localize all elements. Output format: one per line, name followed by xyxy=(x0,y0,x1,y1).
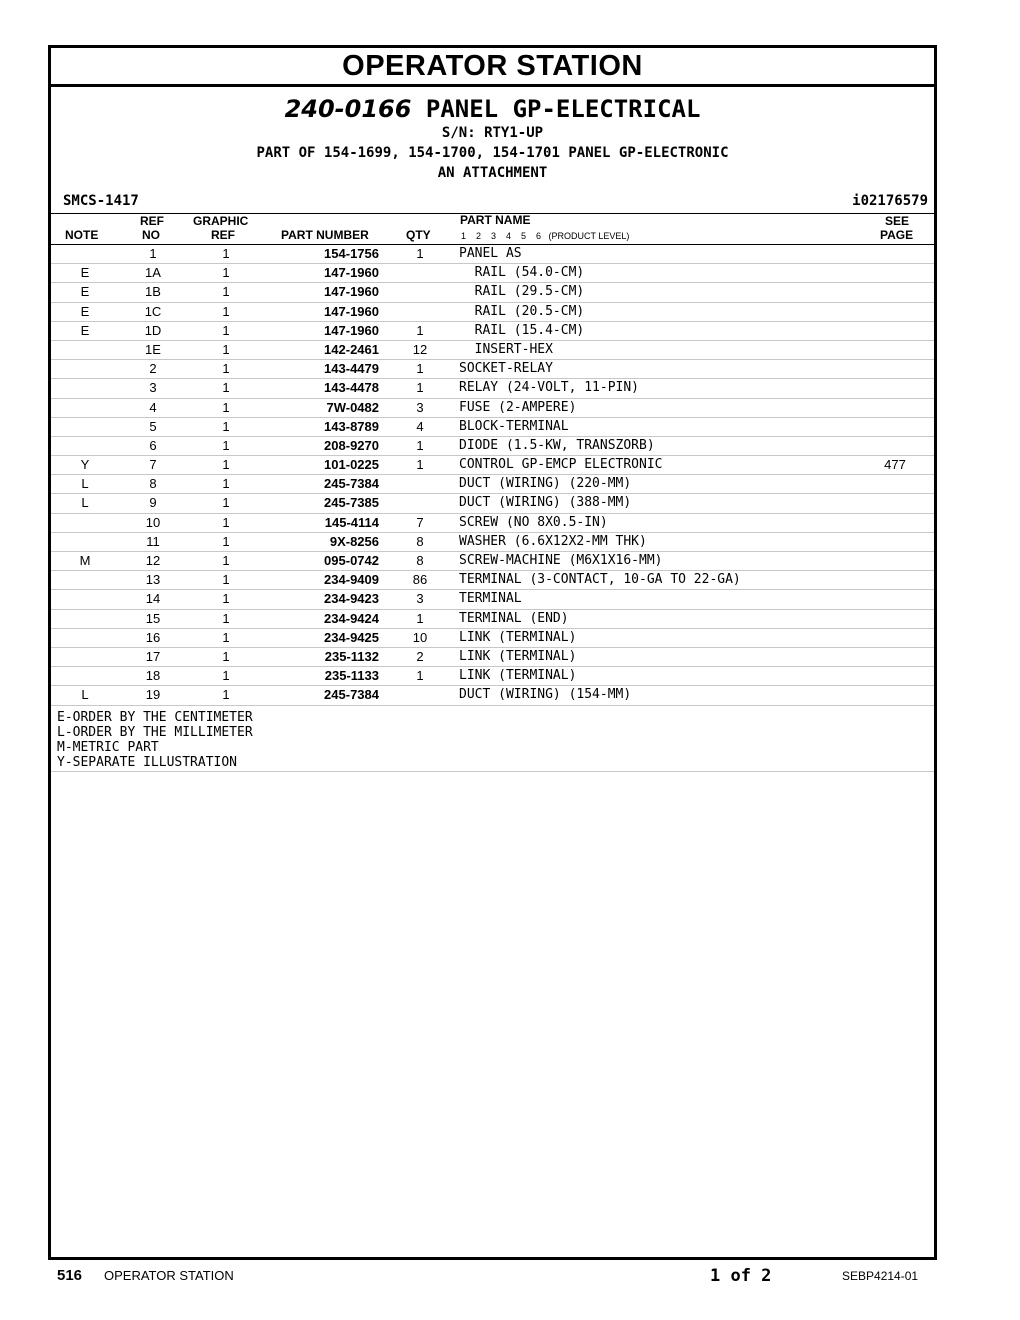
part-number-cell: 147-1960 xyxy=(324,265,379,281)
part-name-cell: LINK (TERMINAL) xyxy=(459,629,577,645)
note-cell: E xyxy=(80,303,90,319)
table-row xyxy=(51,648,934,667)
part-name-cell: DUCT (WIRING) (154-MM) xyxy=(459,687,632,703)
part-of-line: PART OF 154-1699, 154-1700, 154-1701 PANEL GP-ELECTRONIC xyxy=(256,145,729,161)
col-ref-bottom: NO xyxy=(142,228,160,242)
ref-no-cell: 1B xyxy=(145,284,161,300)
qty-cell: 1 xyxy=(416,322,424,338)
part-name-cell: DUCT (WIRING) (220-MM) xyxy=(459,476,632,492)
graphic-ref-cell: 1 xyxy=(222,361,230,377)
col-graphic-top: GRAPHIC xyxy=(193,214,249,228)
graphic-ref-cell: 1 xyxy=(222,457,230,473)
qty-cell: 8 xyxy=(416,533,424,549)
note-cell: L xyxy=(81,687,89,703)
graphic-ref-cell: 1 xyxy=(222,399,230,415)
qty-cell: 1 xyxy=(416,380,424,396)
ref-no-cell: 9 xyxy=(149,495,157,511)
parts-table-body xyxy=(51,245,934,706)
graphic-ref-cell: 1 xyxy=(222,246,230,261)
part-name-cell: TERMINAL (END) xyxy=(459,610,569,626)
table-row xyxy=(51,322,934,341)
graphic-ref-cell: 1 xyxy=(222,648,230,664)
col-see-top: SEE xyxy=(885,214,910,228)
col-product-level: 1 2 3 4 5 6 (PRODUCT LEVEL) xyxy=(461,231,630,241)
part-number-cell: 234-9425 xyxy=(324,629,379,645)
part-number-cell: 245-7384 xyxy=(324,476,379,492)
note-cell: Y xyxy=(80,457,90,473)
section-title: OPERATOR STATION xyxy=(51,48,934,87)
table-row xyxy=(51,418,934,437)
part-name-cell: DUCT (WIRING) (388-MM) xyxy=(459,495,632,511)
qty-cell: 1 xyxy=(416,457,424,473)
graphic-ref-cell: 1 xyxy=(222,303,230,319)
part-number-cell: 145-4114 xyxy=(324,514,379,530)
ref-no-cell: 1D xyxy=(144,322,162,338)
table-header xyxy=(51,213,934,245)
table-row xyxy=(51,571,934,590)
table-row xyxy=(51,667,934,686)
part-number-cell: 208-9270 xyxy=(324,437,379,453)
parts-page-frame xyxy=(48,45,937,1260)
part-name-cell: RAIL (20.5-CM) xyxy=(459,303,585,319)
part-name-cell: TERMINAL xyxy=(459,591,522,607)
table-row xyxy=(51,590,934,609)
qty-cell: 12 xyxy=(412,341,428,357)
table-row xyxy=(51,494,934,513)
part-number-cell: 142-2461 xyxy=(324,341,379,357)
graphic-ref-cell: 1 xyxy=(222,476,230,492)
group-heading xyxy=(51,95,934,183)
group-part-number: 240-0166 xyxy=(284,95,412,123)
table-row xyxy=(51,245,934,264)
qty-cell: 1 xyxy=(416,610,424,626)
ref-no-cell: 5 xyxy=(149,418,157,434)
note-item: M-METRIC PART xyxy=(57,739,159,755)
part-number-cell: 147-1960 xyxy=(324,303,379,319)
part-number-cell: 234-9424 xyxy=(324,610,379,626)
part-number-cell: 143-4479 xyxy=(324,361,379,377)
part-name-cell: CONTROL GP-EMCP ELECTRONIC xyxy=(459,457,663,473)
part-number-cell: 147-1960 xyxy=(324,284,379,300)
part-name-cell: BLOCK-TERMINAL xyxy=(459,418,569,434)
group-name: PANEL GP-ELECTRICAL xyxy=(425,95,701,123)
graphic-ref-cell: 1 xyxy=(222,341,230,357)
table-row xyxy=(51,514,934,533)
part-name-cell: SCREW (NO 8X0.5-IN) xyxy=(459,514,608,530)
qty-cell: 1 xyxy=(416,437,424,453)
part-name-cell: LINK (TERMINAL) xyxy=(459,648,577,664)
footer-doc-number: SEBP4214-01 xyxy=(842,1269,919,1283)
part-number-cell: 101-0225 xyxy=(324,457,379,473)
graphic-ref-cell: 1 xyxy=(222,610,230,626)
part-name-cell: RAIL (15.4-CM) xyxy=(459,322,585,338)
note-cell: E xyxy=(80,265,90,281)
col-see-bottom: PAGE xyxy=(880,228,914,242)
qty-cell: 8 xyxy=(416,553,424,568)
table-row xyxy=(51,437,934,456)
qty-cell: 7 xyxy=(416,514,424,530)
ref-no-cell: 8 xyxy=(149,476,157,492)
note-item: L-ORDER BY THE MILLIMETER xyxy=(57,724,253,740)
ref-no-cell: 16 xyxy=(145,629,161,645)
ref-no-cell: 12 xyxy=(145,553,161,568)
part-name-cell: WASHER (6.6X12X2-MM THK) xyxy=(459,533,647,549)
part-number-cell: 143-8789 xyxy=(324,418,379,434)
col-ref-top: REF xyxy=(140,214,164,228)
col-part-number: PART NUMBER xyxy=(281,228,369,242)
part-number-cell: 245-7385 xyxy=(324,495,379,511)
part-name-cell: RAIL (54.0-CM) xyxy=(459,265,585,281)
ref-no-cell: 7 xyxy=(149,457,157,473)
part-number-cell: 154-1756 xyxy=(324,246,379,261)
part-name-cell: DIODE (1.5-KW, TRANSZORB) xyxy=(459,437,655,453)
table-row xyxy=(51,610,934,629)
part-number-cell: 7W-0482 xyxy=(326,399,379,415)
col-qty: QTY xyxy=(406,228,431,242)
attachment-line: AN ATTACHMENT xyxy=(437,165,548,181)
ref-no-cell: 1A xyxy=(145,265,161,281)
ref-no-cell: 3 xyxy=(149,380,157,396)
part-name-cell: SCREW-MACHINE (M6X1X16-MM) xyxy=(459,553,663,568)
table-row xyxy=(51,264,934,283)
graphic-ref-cell: 1 xyxy=(222,514,230,530)
graphic-ref-cell: 1 xyxy=(222,284,230,300)
notes-legend xyxy=(51,706,934,772)
graphic-ref-cell: 1 xyxy=(222,553,230,568)
graphic-ref-cell: 1 xyxy=(222,380,230,396)
graphic-ref-cell: 1 xyxy=(222,418,230,434)
part-name-cell: PANEL AS xyxy=(459,246,522,261)
illustration-id: i02176579 xyxy=(852,193,928,209)
qty-cell: 1 xyxy=(416,246,424,261)
table-row xyxy=(51,379,934,398)
part-number-cell: 143-4478 xyxy=(324,380,379,396)
note-cell: L xyxy=(81,495,89,511)
graphic-ref-cell: 1 xyxy=(222,437,230,453)
note-item: Y-SEPARATE ILLUSTRATION xyxy=(57,754,238,770)
ref-no-cell: 19 xyxy=(145,687,161,703)
ref-no-cell: 4 xyxy=(149,399,157,415)
ref-no-cell: 18 xyxy=(145,668,161,684)
table-row xyxy=(51,399,934,418)
table-row xyxy=(51,629,934,648)
note-cell: E xyxy=(80,284,90,300)
table-row xyxy=(51,283,934,302)
note-cell: M xyxy=(79,553,91,568)
part-name-cell: RELAY (24-VOLT, 11-PIN) xyxy=(459,380,640,396)
graphic-ref-cell: 1 xyxy=(222,629,230,645)
part-number-cell: 147-1960 xyxy=(324,322,379,338)
qty-cell: 2 xyxy=(416,648,424,664)
group-title xyxy=(51,95,934,123)
part-number-cell: 245-7384 xyxy=(324,687,379,703)
ref-no-cell: 1 xyxy=(149,246,157,261)
table-row xyxy=(51,533,934,552)
qty-cell: 3 xyxy=(416,399,424,415)
smcs-code: SMCS-1417 xyxy=(63,193,139,209)
meta-line xyxy=(51,193,934,213)
part-number-cell: 235-1133 xyxy=(324,668,379,684)
part-number-cell: 234-9423 xyxy=(324,591,379,607)
part-name-cell: TERMINAL (3-CONTACT, 10-GA TO 22-GA) xyxy=(459,572,741,588)
ref-no-cell: 11 xyxy=(146,533,160,549)
table-row xyxy=(51,686,934,705)
graphic-ref-cell: 1 xyxy=(222,591,230,607)
qty-cell: 3 xyxy=(416,591,424,607)
ref-no-cell: 2 xyxy=(149,361,157,377)
page-footer xyxy=(0,1264,1020,1288)
ref-no-cell: 10 xyxy=(145,514,161,530)
part-name-cell: INSERT-HEX xyxy=(459,341,553,357)
part-number-cell: 095-0742 xyxy=(324,553,379,568)
table-row xyxy=(51,360,934,379)
part-name-cell: RAIL (29.5-CM) xyxy=(459,284,585,300)
col-graphic-bottom: REF xyxy=(211,228,235,242)
graphic-ref-cell: 1 xyxy=(222,322,230,338)
table-row xyxy=(51,475,934,494)
col-part-name: PART NAME xyxy=(460,213,531,227)
part-number-cell: 235-1132 xyxy=(324,648,379,664)
ref-no-cell: 14 xyxy=(145,591,161,607)
note-item: E-ORDER BY THE CENTIMETER xyxy=(57,709,253,725)
graphic-ref-cell: 1 xyxy=(222,265,230,281)
serial-range: S/N: RTY1-UP xyxy=(441,125,544,141)
ref-no-cell: 6 xyxy=(149,437,157,453)
graphic-ref-cell: 1 xyxy=(222,687,230,703)
col-note: NOTE xyxy=(65,228,99,242)
part-number-cell: 9X-8256 xyxy=(329,533,379,549)
footer-page-of: 1 of 2 xyxy=(710,1266,772,1286)
ref-no-cell: 13 xyxy=(145,572,161,588)
table-row xyxy=(51,341,934,360)
part-name-cell: FUSE (2-AMPERE) xyxy=(459,399,577,415)
note-cell: E xyxy=(80,322,90,338)
qty-cell: 4 xyxy=(416,418,424,434)
graphic-ref-cell: 1 xyxy=(222,533,230,549)
table-row xyxy=(51,552,934,571)
ref-no-cell: 15 xyxy=(145,610,161,626)
see-page-cell: 477 xyxy=(884,457,906,473)
graphic-ref-cell: 1 xyxy=(222,495,230,511)
graphic-ref-cell: 1 xyxy=(222,572,230,588)
footer-section: OPERATOR STATION xyxy=(104,1268,234,1283)
ref-no-cell: 17 xyxy=(145,648,161,664)
part-number-cell: 234-9409 xyxy=(324,572,379,588)
footer-page-number: 516 xyxy=(57,1267,83,1284)
part-name-cell: SOCKET-RELAY xyxy=(459,361,553,377)
ref-no-cell: 1E xyxy=(145,341,161,357)
ref-no-cell: 1C xyxy=(144,303,162,319)
table-row xyxy=(51,456,934,475)
qty-cell: 1 xyxy=(416,361,424,377)
table-row xyxy=(51,303,934,322)
note-cell: L xyxy=(81,476,89,492)
qty-cell: 86 xyxy=(412,572,428,588)
graphic-ref-cell: 1 xyxy=(222,668,230,684)
qty-cell: 10 xyxy=(412,629,428,645)
part-name-cell: LINK (TERMINAL) xyxy=(459,668,577,684)
qty-cell: 1 xyxy=(416,668,424,684)
